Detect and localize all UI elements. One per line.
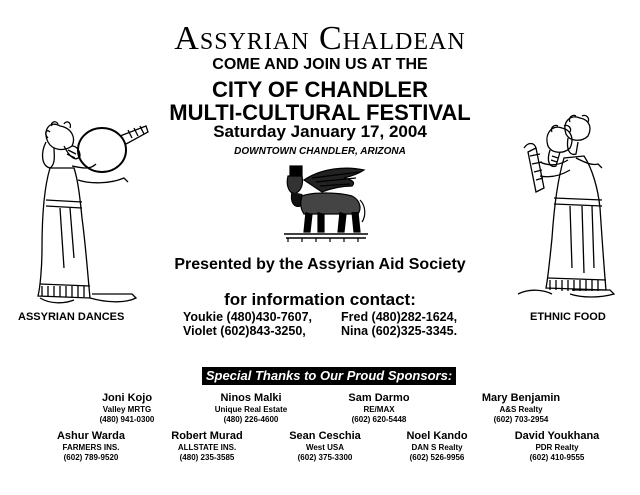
sponsor-company: West USA bbox=[305, 443, 345, 452]
sponsor-david-youkhana bbox=[500, 430, 614, 463]
event-location: DOWNTOWN CHANDLER, ARIZONA bbox=[234, 146, 406, 157]
sponsor-phone: (602) 526-9956 bbox=[409, 453, 465, 462]
sponsor-name: Joni Kojo bbox=[101, 392, 153, 404]
sponsor-company: A&S Realty bbox=[499, 405, 543, 414]
sponsor-name: Mary Benjamin bbox=[481, 392, 561, 404]
sponsor-company: ALLSTATE INS. bbox=[177, 443, 237, 452]
sponsor-company: DAN S Realty bbox=[411, 443, 463, 452]
sponsor-name: David Youkhana bbox=[514, 430, 600, 442]
sponsor-name: Robert Murad bbox=[171, 430, 243, 442]
sponsor-phone: (480) 235-3585 bbox=[179, 453, 235, 462]
contact-heading: for information contact: bbox=[224, 290, 416, 309]
presented-by: Presented by the Assyrian Aid Society bbox=[174, 256, 466, 273]
sponsor-phone: (602) 375-3300 bbox=[297, 453, 353, 462]
sponsor-mary-benjamin bbox=[466, 392, 576, 425]
sponsor-sam-darmo bbox=[324, 392, 434, 425]
invite-line: COME AND JOIN US AT THE bbox=[212, 56, 428, 73]
contact-youkie: Youkie (480)430-7607, bbox=[183, 310, 313, 324]
sponsor-phone: (480) 941-0300 bbox=[99, 415, 155, 424]
sponsor-company: Valley MRTG bbox=[102, 405, 152, 414]
festival-name: MULTI-CULTURAL FESTIVAL bbox=[169, 100, 471, 125]
contact-violet: Violet (602)843-3250, bbox=[183, 324, 306, 338]
sponsor-phone: (602) 789-9520 bbox=[63, 453, 119, 462]
sponsor-noel-kando bbox=[382, 430, 492, 463]
sponsor-company: PDR Realty bbox=[535, 443, 579, 452]
sponsors-banner bbox=[202, 367, 456, 385]
dances-caption: ASSYRIAN DANCES bbox=[18, 311, 125, 323]
sponsor-company: RE/MAX bbox=[363, 405, 395, 414]
assyrian-harpist-figure-icon bbox=[20, 108, 155, 308]
sponsor-sean-ceschia bbox=[270, 430, 380, 463]
sponsor-name: Sam Darmo bbox=[348, 392, 410, 404]
sponsor-phone: (602) 703-2954 bbox=[493, 415, 549, 424]
sponsor-name: Ashur Warda bbox=[56, 430, 126, 442]
contact-nina: Nina (602)325-3345. bbox=[341, 324, 458, 338]
sponsor-name: Sean Ceschia bbox=[289, 430, 361, 442]
sponsor-ashur-warda bbox=[36, 430, 146, 463]
food-caption: ETHNIC FOOD bbox=[530, 311, 606, 323]
event-date: Saturday January 17, 2004 bbox=[213, 122, 427, 141]
sponsor-name: Ninos Malki bbox=[220, 392, 282, 404]
sponsor-phone: (602) 410-9555 bbox=[529, 453, 585, 462]
sponsor-ninos-malki bbox=[196, 392, 306, 425]
sponsor-company: Unique Real Estate bbox=[214, 405, 288, 414]
contact-fred: Fred (480)282-1624, bbox=[341, 310, 458, 324]
sponsor-robert-murad bbox=[152, 430, 262, 463]
sponsor-company: FARMERS INS. bbox=[62, 443, 120, 452]
assyrian-musicians-figure-icon bbox=[510, 108, 625, 304]
lamassu-winged-bull-icon bbox=[282, 162, 370, 244]
sponsor-joni-kojo bbox=[72, 392, 182, 425]
sponsor-name: Noel Kando bbox=[406, 430, 468, 442]
event-title: Assyrian Chaldean bbox=[174, 20, 466, 57]
sponsor-phone: (602) 620-5448 bbox=[351, 415, 407, 424]
sponsors-heading: Special Thanks to Our Proud Sponsors: bbox=[205, 368, 453, 383]
sponsor-phone: (480) 226-4600 bbox=[223, 415, 279, 424]
city-line: CITY OF CHANDLER bbox=[212, 77, 428, 102]
